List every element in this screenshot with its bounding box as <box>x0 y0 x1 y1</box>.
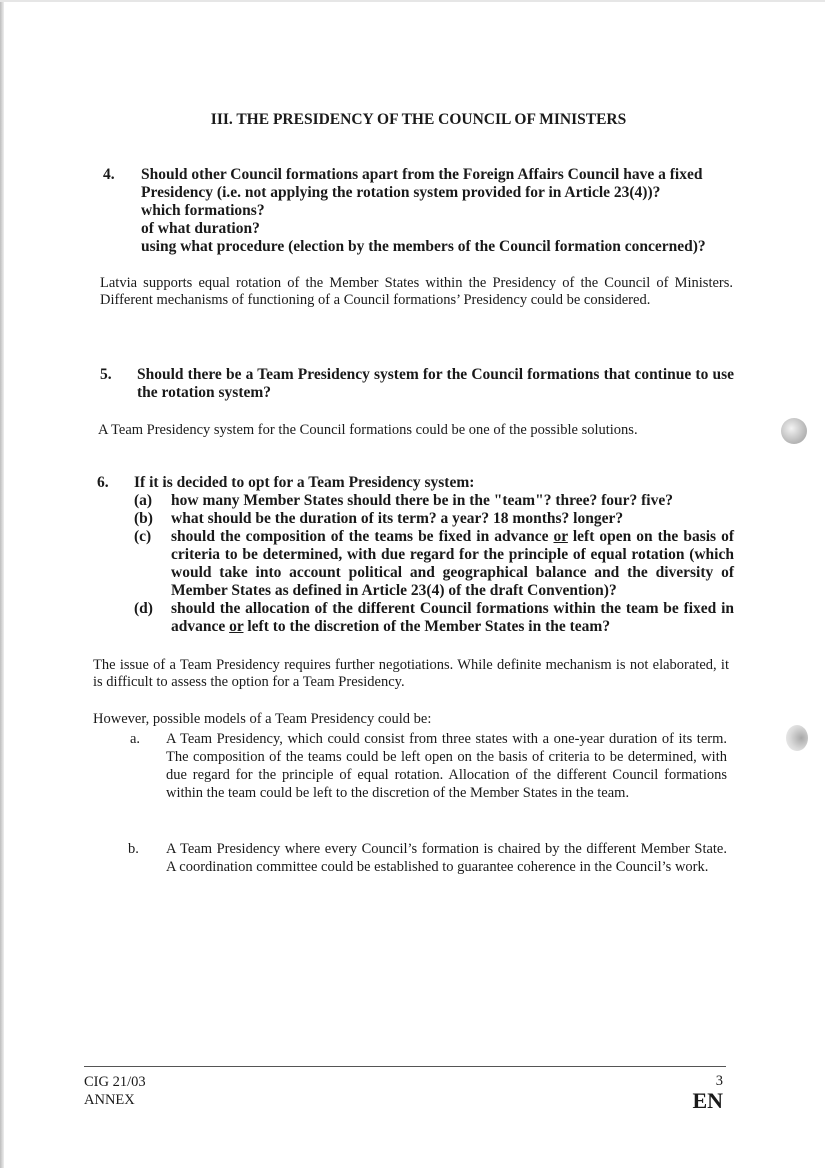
sub-label: (b) <box>134 510 153 527</box>
sub-text <box>171 528 734 600</box>
question-text <box>134 474 734 636</box>
annex-label: ANNEX <box>84 1092 135 1108</box>
sub-question-d <box>134 600 734 636</box>
answer-6: The issue of a Team Presidency requires further negotiations. While definite mechanism is not elaborated, it is difficult to assess the option for a Team Presidency. <box>93 657 729 690</box>
sub-question-a <box>134 492 734 510</box>
footer-reference <box>84 1073 146 1109</box>
question-line: of what duration? <box>141 220 260 237</box>
sub-question-b <box>134 510 734 528</box>
sub-text-part: should the allocation of the different Council formations within the team be fixed in advance <box>171 600 734 635</box>
language-code: EN <box>692 1088 723 1113</box>
question-line: Presidency (i.e. not applying the rotation system provided for in Article 23(4))? <box>141 184 661 201</box>
sub-text-part: should the composition of the teams be fixed in advance <box>171 528 554 545</box>
question-line: using what procedure (election by the members of the Council formation concerned)? <box>141 238 706 255</box>
sub-label: (c) <box>134 528 152 545</box>
page-number: 3 <box>715 1073 723 1089</box>
document-reference: CIG 21/03 <box>84 1074 146 1090</box>
sub-text-part: left open on the basis of criteria to be determined, with due regard for the principle of equal rotation (which would take into account political and geographical balance and the diversity of Member States as defined in Article 23(4) of the draft Convention)? <box>171 528 734 599</box>
sub-text <box>171 600 734 636</box>
question-number: 6. <box>97 474 109 491</box>
answer-4: Latvia supports equal rotation of the Member States within the Presidency of the Council of Ministers. Different mechanisms of functioning of a Council formations’ Presidency could be considered. <box>100 275 733 308</box>
model-text: A Team Presidency where every Council’s formation is chaired by the different Member State. A coordination committee could be established to guarantee coherence in the Council’s work. <box>166 841 727 875</box>
section-heading: III. THE PRESIDENCY OF THE COUNCIL OF MINISTERS <box>210 111 627 128</box>
question-intro: If it is decided to opt for a Team Presidency system: <box>134 474 475 491</box>
question-number: 5. <box>100 366 112 383</box>
scan-top-edge <box>0 0 825 2</box>
sub-question-c <box>134 528 734 600</box>
punch-hole <box>781 418 807 444</box>
emphasis-or: or <box>553 528 568 545</box>
footer-page-info <box>692 1073 723 1113</box>
footer-divider <box>84 1066 726 1067</box>
punch-hole <box>786 725 808 751</box>
emphasis-or: or <box>229 618 244 635</box>
sub-text-part: left to the discretion of the Member States in the team? <box>243 618 611 635</box>
model-text: A Team Presidency, which could consist from three states with a one-year duration of its term. The composition of the teams could be left open on the basis of criteria to be determined, with due regard for the principle of equal rotation. Allocation of the different Council formations within the team could be left to the discretion of the Member States in the team. <box>166 731 727 801</box>
answer-5: A Team Presidency system for the Council formations could be one of the possible solutions. <box>98 422 638 438</box>
model-label: b. <box>128 841 139 857</box>
sub-label: (a) <box>134 492 153 509</box>
model-label: a. <box>130 731 141 747</box>
question-text: Should there be a Team Presidency system for the Council formations that continue to use the rotation system? <box>137 366 734 401</box>
models-intro: However, possible models of a Team Presidency could be: <box>93 711 432 727</box>
sub-text: how many Member States should there be in the "team"? three? four? five? <box>171 492 673 509</box>
scan-edge <box>0 0 4 1168</box>
sub-label: (d) <box>134 600 153 617</box>
question-line: which formations? <box>141 202 265 219</box>
sub-text: what should be the duration of its term? a year? 18 months? longer? <box>171 510 624 527</box>
question-text <box>141 166 706 256</box>
question-number: 4. <box>103 166 115 183</box>
question-line: Should other Council formations apart from the Foreign Affairs Council have a fixed <box>141 166 703 183</box>
